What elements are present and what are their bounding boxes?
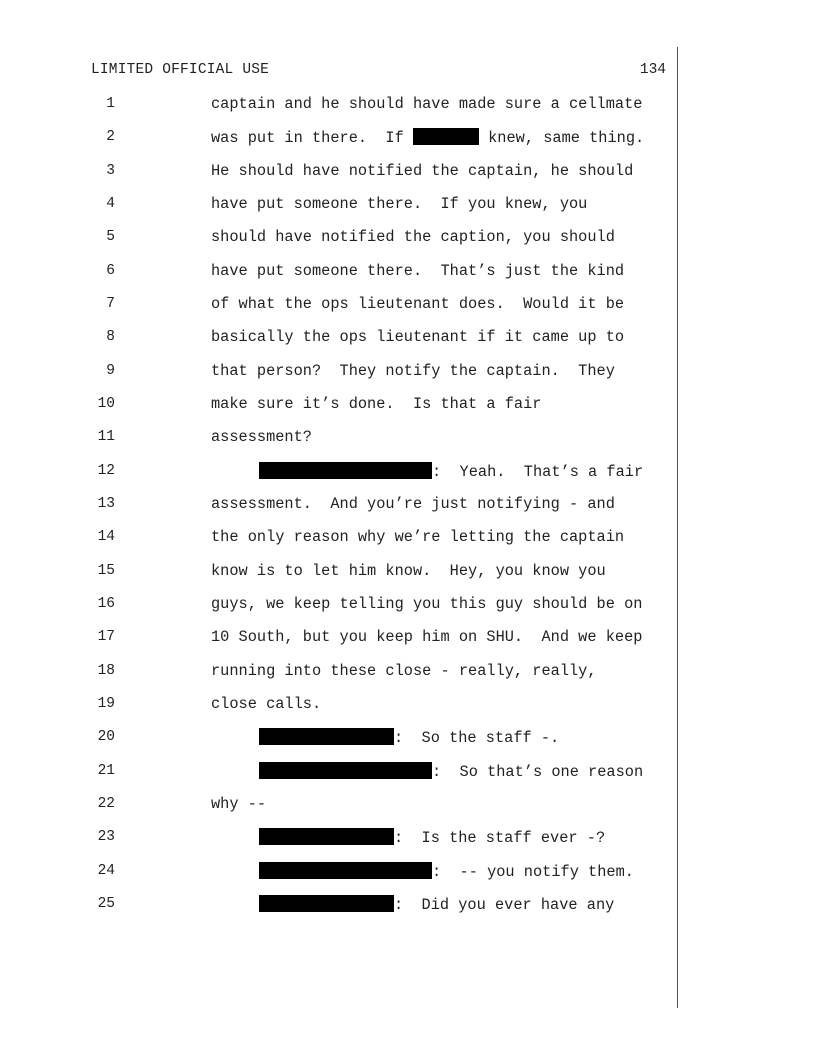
line-number: 21 bbox=[97, 763, 115, 779]
transcript-line-11 bbox=[0, 428, 816, 452]
line-number: 22 bbox=[97, 796, 115, 812]
transcript-line-20 bbox=[0, 728, 816, 752]
line-text: assessment? bbox=[211, 428, 312, 446]
header-classification: LIMITED OFFICIAL USE bbox=[91, 62, 270, 78]
line-number: 7 bbox=[106, 296, 115, 312]
line-text: the only reason why we’re letting the captain bbox=[211, 528, 625, 546]
transcript-line-10 bbox=[0, 395, 816, 419]
speaker-redaction-block bbox=[259, 762, 432, 779]
line-number: 9 bbox=[106, 363, 115, 379]
speaker-redaction-block bbox=[259, 862, 432, 879]
line-text bbox=[259, 762, 643, 781]
line-text: captain and he should have made sure a cellmate bbox=[211, 95, 643, 113]
transcript-line-1 bbox=[0, 95, 816, 119]
line-text: make sure it’s done. Is that a fair bbox=[211, 395, 542, 413]
transcript-line-8 bbox=[0, 328, 816, 352]
speaker-redaction-block bbox=[259, 828, 394, 845]
line-text-after-redaction: knew, same thing. bbox=[478, 129, 645, 147]
speaker-text: : So that’s one reason bbox=[432, 763, 644, 781]
line-number: 11 bbox=[97, 429, 115, 445]
line-text bbox=[259, 862, 634, 881]
line-number: 25 bbox=[97, 896, 115, 912]
transcript-line-14 bbox=[0, 528, 816, 552]
transcript-line-22 bbox=[0, 795, 816, 819]
speaker-text: : Is the staff ever -? bbox=[394, 829, 606, 847]
line-text: should have notified the caption, you should bbox=[211, 228, 615, 246]
line-number: 10 bbox=[97, 396, 115, 412]
transcript-line-18 bbox=[0, 662, 816, 686]
transcript-line-2 bbox=[0, 128, 816, 152]
line-text: guys, we keep telling you this guy should be on bbox=[211, 595, 643, 613]
line-text: He should have notified the captain, he should bbox=[211, 162, 634, 180]
transcript-line-16 bbox=[0, 595, 816, 619]
line-text: know is to let him know. Hey, you know you bbox=[211, 562, 606, 580]
transcript-line-4 bbox=[0, 195, 816, 219]
line-number: 5 bbox=[106, 229, 115, 245]
line-number: 14 bbox=[97, 529, 115, 545]
transcript-line-24 bbox=[0, 862, 816, 886]
line-text: have put someone there. That’s just the kind bbox=[211, 262, 625, 280]
line-number: 23 bbox=[97, 829, 115, 845]
line-text: that person? They notify the captain. They bbox=[211, 362, 615, 380]
line-number: 4 bbox=[106, 196, 115, 212]
line-number: 17 bbox=[97, 629, 115, 645]
header-page-number: 134 bbox=[639, 62, 666, 78]
line-text: why -- bbox=[211, 795, 267, 813]
line-number: 1 bbox=[106, 96, 115, 112]
transcript-line-9 bbox=[0, 362, 816, 386]
line-text bbox=[259, 728, 559, 747]
line-number: 12 bbox=[97, 463, 115, 479]
speaker-text: : -- you notify them. bbox=[432, 863, 634, 881]
line-text: basically the ops lieutenant if it came up to bbox=[211, 328, 625, 346]
line-number: 6 bbox=[106, 263, 115, 279]
line-number: 24 bbox=[97, 863, 115, 879]
redaction-block bbox=[413, 128, 479, 145]
line-text bbox=[259, 462, 643, 481]
speaker-text: : So the staff -. bbox=[394, 729, 560, 747]
transcript-line-21 bbox=[0, 762, 816, 786]
line-text: of what the ops lieutenant does. Would it be bbox=[211, 295, 625, 313]
line-number: 20 bbox=[97, 729, 115, 745]
line-text: close calls. bbox=[211, 695, 322, 713]
transcript-line-17 bbox=[0, 628, 816, 652]
line-text bbox=[259, 895, 614, 914]
line-number: 2 bbox=[106, 129, 115, 145]
line-number: 8 bbox=[106, 329, 115, 345]
line-text bbox=[211, 128, 644, 147]
transcript-line-19 bbox=[0, 695, 816, 719]
transcript-line-7 bbox=[0, 295, 816, 319]
transcript-line-13 bbox=[0, 495, 816, 519]
line-number: 18 bbox=[97, 663, 115, 679]
line-number: 15 bbox=[97, 563, 115, 579]
speaker-redaction-block bbox=[259, 728, 394, 745]
speaker-redaction-block bbox=[259, 895, 394, 912]
transcript-line-25 bbox=[0, 895, 816, 919]
line-number: 16 bbox=[97, 596, 115, 612]
transcript-line-3 bbox=[0, 162, 816, 186]
transcript-line-12 bbox=[0, 462, 816, 486]
transcript-line-5 bbox=[0, 228, 816, 252]
line-text: have put someone there. If you knew, you bbox=[211, 195, 588, 213]
speaker-redaction-block bbox=[259, 462, 432, 479]
transcript-line-15 bbox=[0, 562, 816, 586]
transcript-line-23 bbox=[0, 828, 816, 852]
speaker-text: : Did you ever have any bbox=[394, 896, 615, 914]
line-text-before-redaction: was put in there. If bbox=[211, 129, 413, 147]
line-text: running into these close - really, really, bbox=[211, 662, 597, 680]
line-text: 10 South, but you keep him on SHU. And we keep bbox=[211, 628, 643, 646]
line-number: 19 bbox=[97, 696, 115, 712]
line-text: assessment. And you’re just notifying - and bbox=[211, 495, 615, 513]
line-number: 13 bbox=[97, 496, 115, 512]
speaker-text: : Yeah. That’s a fair bbox=[432, 463, 644, 481]
line-number: 3 bbox=[106, 163, 115, 179]
transcript-line-6 bbox=[0, 262, 816, 286]
line-text bbox=[259, 828, 605, 847]
